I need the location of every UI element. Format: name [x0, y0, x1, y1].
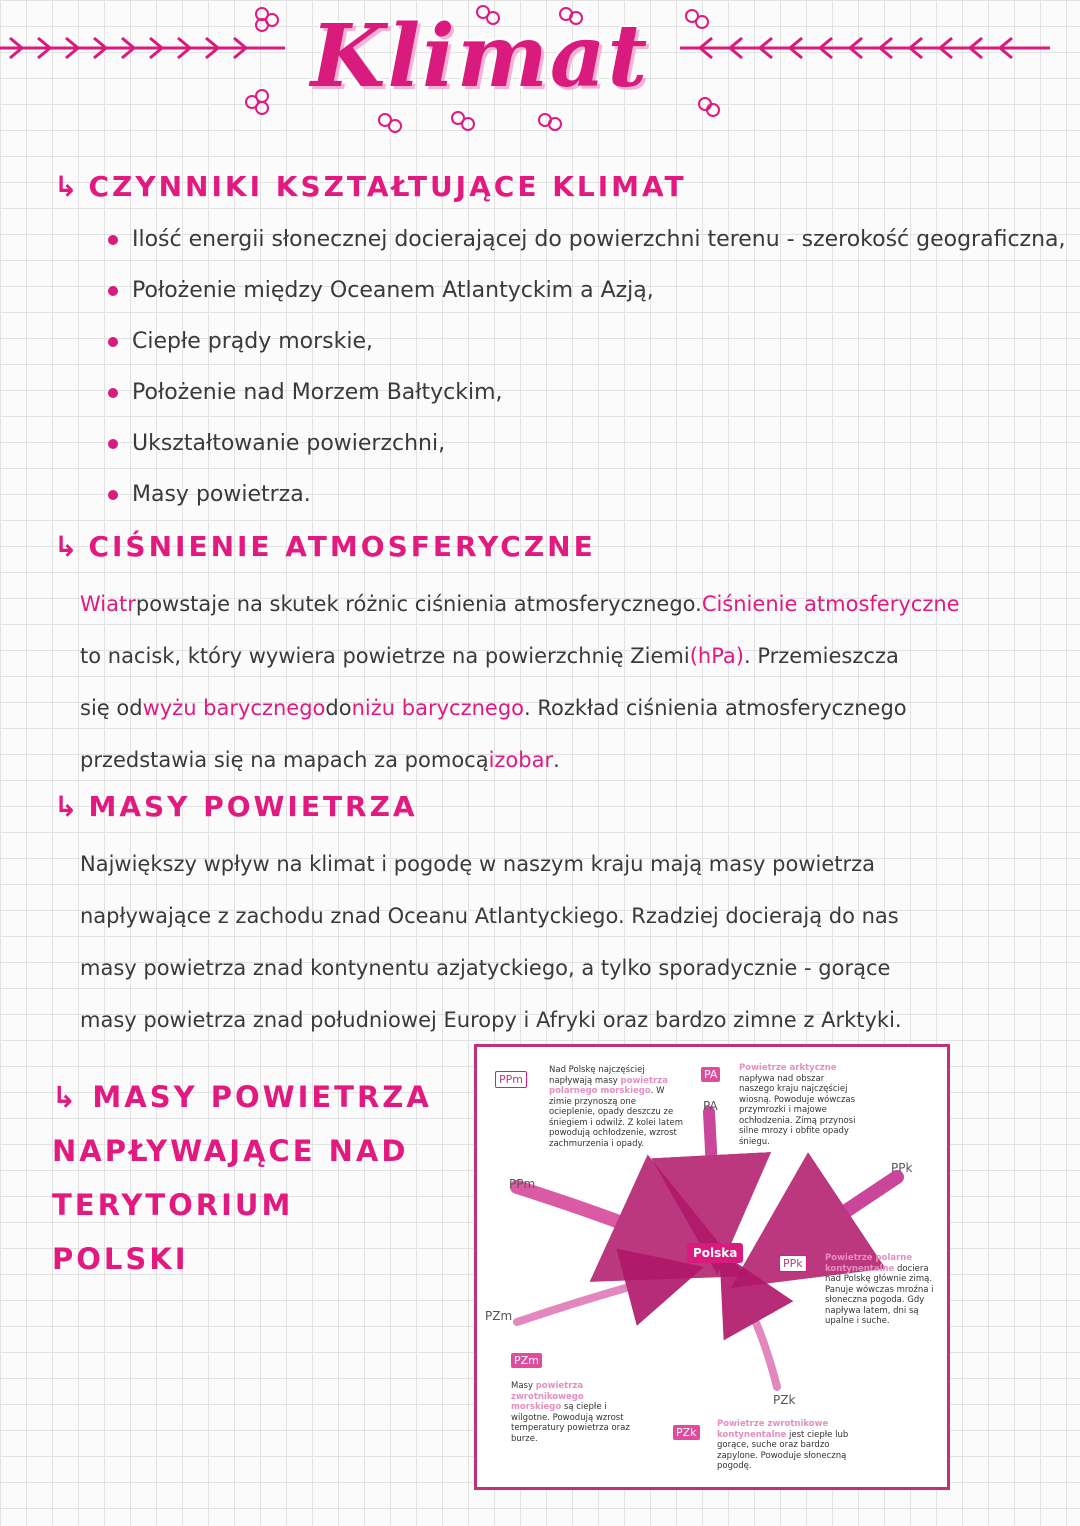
return-arrow-icon: ↳: [52, 1080, 93, 1114]
bullet-icon: [108, 490, 118, 500]
caption-pa: Powietrze arktyczne napływa nad obszar naszego kraju najczęściej wiosną. Powoduje wówczas przymrozki i majowe ochłodzenia. Zimą przynosi silne mrozy i obfite opady śniegu.: [739, 1063, 856, 1147]
masses-paragraph: [80, 838, 1045, 1046]
list-item: Ukształtowanie powierzchni,: [108, 418, 1066, 469]
text-line: to nacisk, który wywiera powietrze na powierzchnię Ziemi (hPa) . Przemieszcza: [80, 644, 899, 668]
list-item: Ilość energii słonecznej docierającej do powierzchni terenu - szerokość geograficzna,: [108, 214, 1066, 265]
title-banner: [0, 0, 1080, 150]
return-arrow-icon: ↳: [54, 530, 81, 563]
arrow-ppm: [517, 1187, 695, 1253]
arrow-ppk: [777, 1177, 897, 1257]
arrow-feathers-right-icon: [680, 38, 1050, 58]
caption-pzm: Masy powietrza zwrotnikowego morskiego są ciepłe i wilgotne. Powodują wzrost temperatury powietrza oraz burze.: [511, 1381, 630, 1444]
text-line: masy powietrza znad południowej Europy i Afryki oraz bardzo zimne z Arktyki.: [80, 1008, 902, 1032]
text-line: Największy wpływ na klimat i pogodę w naszym kraju mają masy powietrza: [80, 852, 876, 876]
text-line: przedstawia się na mapach za pomocą izobar .: [80, 748, 560, 772]
caption-pzk: Powietrze zwrotnikowe kontynentalne jest ciepłe lub gorące, suche oraz bardzo zapylone. Powoduje słoneczną pogodę.: [717, 1419, 849, 1471]
list-item: Masy powietrza.: [108, 469, 1066, 520]
bullet-icon: [108, 388, 118, 398]
badge-pzk: PZk: [673, 1425, 700, 1440]
badge-ppk: PPk: [779, 1255, 807, 1272]
badge-pa: PA: [701, 1067, 720, 1082]
heading-line: POLSKI: [52, 1242, 189, 1276]
pressure-paragraph: [80, 578, 1045, 786]
section-heading-factors: ↳ CZYNNIKI KSZTAŁTUJĄCE KLIMAT: [54, 170, 687, 203]
factors-list: [108, 214, 1066, 520]
text-line: masy powietrza znad kontynentu azjatyckiego, a tylko sporadycznie - gorące: [80, 956, 891, 980]
map-label-ppk: PPk: [891, 1161, 913, 1175]
list-item: Ciepłe prądy morskie,: [108, 316, 1066, 367]
arrow-feathers-left-icon: [0, 38, 285, 58]
map-label-pzk: PZk: [773, 1393, 796, 1407]
heading-line: NAPŁYWAJĄCE NAD: [52, 1134, 409, 1168]
page-title: Klimat: [310, 6, 650, 107]
return-arrow-icon: ↳: [54, 170, 81, 203]
bullet-icon: [108, 235, 118, 245]
section-heading-pressure: ↳ CIŚNIENIE ATMOSFERYCZNE: [54, 530, 596, 563]
section-heading-masses-poland: [52, 1070, 432, 1286]
bullet-icon: [108, 286, 118, 296]
poland-label: Polska: [687, 1243, 743, 1263]
heading-line: ↳ MASY POWIETRZA: [52, 1080, 432, 1114]
map-label-ppm: PPm: [509, 1177, 536, 1191]
arrow-pzm: [517, 1275, 673, 1322]
text-line: napływające z zachodu znad Oceanu Atlantyckiego. Rzadziej docierają do nas: [80, 904, 899, 928]
heading-line: TERYTORIUM: [52, 1188, 294, 1222]
air-masses-figure: [474, 1044, 950, 1490]
section-heading-masses: ↳ MASY POWIETRZA: [54, 790, 418, 823]
text-line: Wiatr powstaje na skutek różnic ciśnienia atmosferycznego. Ciśnienie atmosferyczne: [80, 592, 960, 616]
badge-pzm: PZm: [511, 1353, 542, 1368]
list-item: Położenie nad Morzem Bałtyckim,: [108, 367, 1066, 418]
caption-ppm: Nad Polskę najczęściej napływają masy powietrza polarnego morskiego. W zimie przynoszą one ocieplenie, opady deszczu ze śniegiem i odwilż. Z kolei latem powodują ochłodzenie, wzrost zachmurzenia i opady.: [549, 1065, 683, 1149]
arrow-pzk: [735, 1279, 777, 1387]
badge-ppm: PPm: [495, 1071, 527, 1088]
arrow-pa: [709, 1112, 715, 1227]
caption-ppk: Powietrze polarne kontynentalne dociera nad Polskę głównie zimą. Panuje wówczas mroźna i słoneczna pogoda. Gdy napływa latem, dni są upalne i suche.: [825, 1253, 934, 1326]
map-label-pzm: PZm: [485, 1309, 513, 1323]
map-label-pa: PA: [703, 1099, 718, 1113]
text-line: się od wyżu barycznego do niżu barycznego . Rozkład ciśnienia atmosferycznego: [80, 696, 907, 720]
bullet-icon: [108, 439, 118, 449]
bullet-icon: [108, 337, 118, 347]
return-arrow-icon: ↳: [54, 790, 81, 823]
list-item: Położenie między Oceanem Atlantyckim a Azją,: [108, 265, 1066, 316]
